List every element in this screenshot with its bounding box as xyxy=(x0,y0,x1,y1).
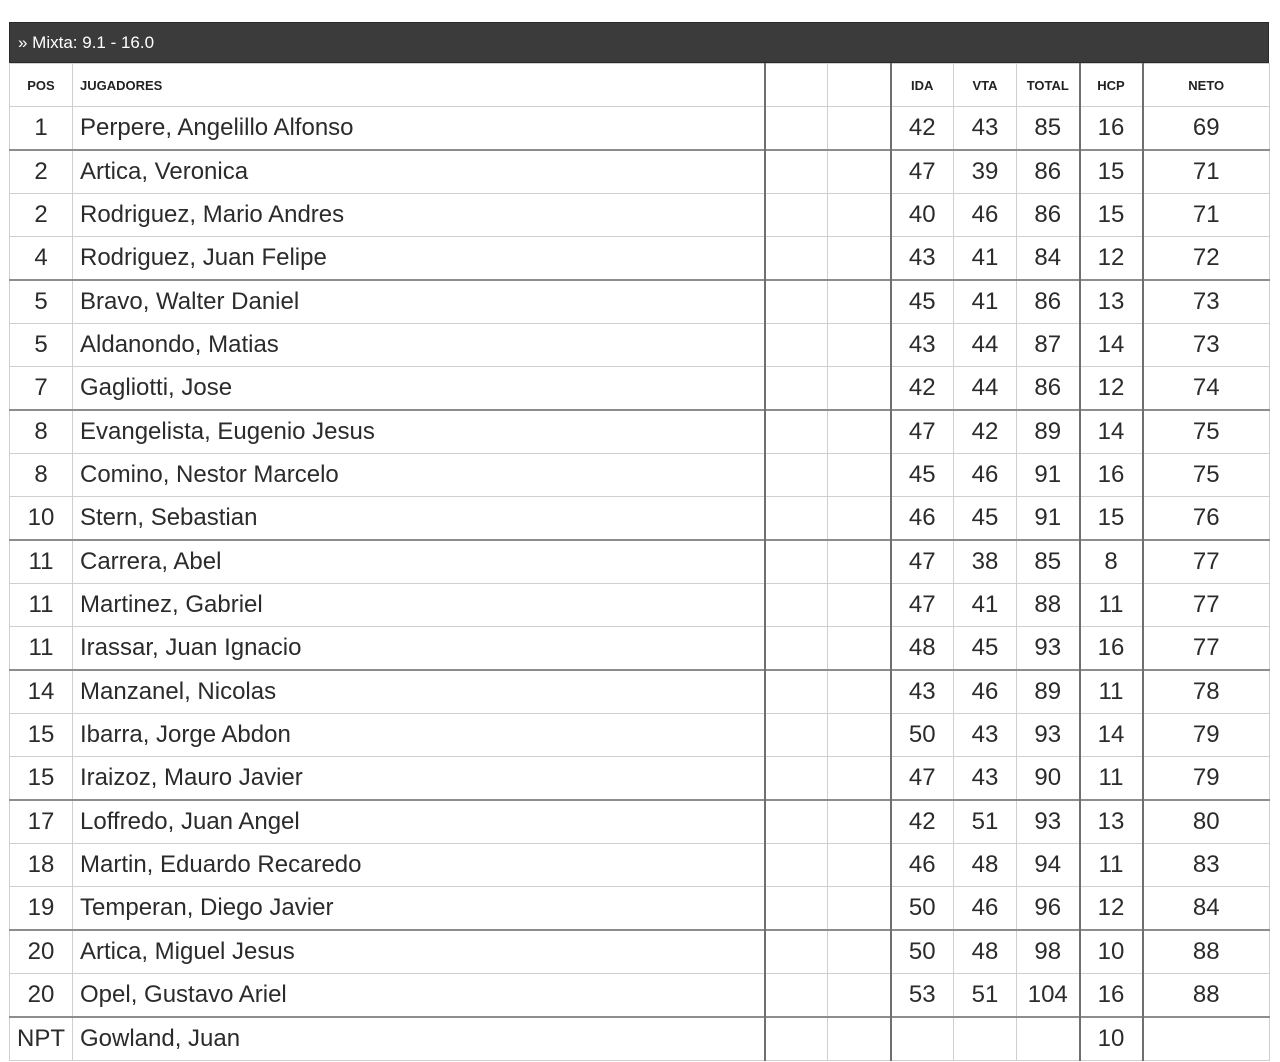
cell-ida xyxy=(891,1017,954,1061)
cell-vta: 43 xyxy=(954,714,1017,757)
cell-total: 94 xyxy=(1017,844,1080,887)
cell-player-name: Martinez, Gabriel xyxy=(73,584,765,627)
results-panel xyxy=(9,22,1269,1061)
cell-neto: 83 xyxy=(1143,844,1270,887)
cell-neto: 71 xyxy=(1143,150,1270,194)
table-row xyxy=(10,714,1270,757)
cell-blank-1 xyxy=(765,584,828,627)
table-row xyxy=(10,584,1270,627)
cell-hcp: 16 xyxy=(1080,454,1143,497)
cell-pos: 20 xyxy=(10,974,73,1018)
cell-blank-2 xyxy=(828,194,891,237)
table-row xyxy=(10,324,1270,367)
cell-hcp: 13 xyxy=(1080,800,1143,844)
cell-neto: 73 xyxy=(1143,324,1270,367)
cell-blank-1 xyxy=(765,497,828,541)
table-row xyxy=(10,280,1270,324)
cell-vta: 46 xyxy=(954,670,1017,714)
cell-vta: 45 xyxy=(954,627,1017,671)
cell-neto xyxy=(1143,1017,1270,1061)
table-row xyxy=(10,150,1270,194)
cell-blank-1 xyxy=(765,194,828,237)
cell-total: 91 xyxy=(1017,497,1080,541)
cell-total xyxy=(1017,1017,1080,1061)
cell-vta: 38 xyxy=(954,540,1017,584)
cell-pos: 8 xyxy=(10,410,73,454)
column-header-blank-1 xyxy=(765,64,828,107)
cell-blank-1 xyxy=(765,930,828,974)
results-table xyxy=(9,63,1270,1061)
cell-neto: 88 xyxy=(1143,930,1270,974)
cell-pos: 7 xyxy=(10,367,73,411)
cell-player-name: Gagliotti, Jose xyxy=(73,367,765,411)
cell-blank-2 xyxy=(828,540,891,584)
cell-neto: 74 xyxy=(1143,367,1270,411)
cell-blank-1 xyxy=(765,887,828,931)
cell-total: 90 xyxy=(1017,757,1080,801)
cell-blank-1 xyxy=(765,410,828,454)
cell-blank-2 xyxy=(828,410,891,454)
cell-blank-2 xyxy=(828,800,891,844)
cell-blank-1 xyxy=(765,974,828,1018)
cell-total: 93 xyxy=(1017,800,1080,844)
cell-pos: NPT xyxy=(10,1017,73,1061)
cell-total: 91 xyxy=(1017,454,1080,497)
cell-vta: 39 xyxy=(954,150,1017,194)
cell-total: 86 xyxy=(1017,150,1080,194)
cell-ida: 47 xyxy=(891,150,954,194)
cell-blank-2 xyxy=(828,844,891,887)
cell-ida: 42 xyxy=(891,367,954,411)
cell-blank-1 xyxy=(765,844,828,887)
cell-blank-1 xyxy=(765,540,828,584)
cell-hcp: 14 xyxy=(1080,324,1143,367)
cell-hcp: 16 xyxy=(1080,627,1143,671)
cell-pos: 11 xyxy=(10,540,73,584)
cell-player-name: Martin, Eduardo Recaredo xyxy=(73,844,765,887)
section-title: » Mixta: 9.1 - 16.0 xyxy=(9,22,1269,63)
cell-blank-1 xyxy=(765,324,828,367)
cell-ida: 45 xyxy=(891,280,954,324)
cell-player-name: Iraizoz, Mauro Javier xyxy=(73,757,765,801)
cell-total: 89 xyxy=(1017,410,1080,454)
cell-pos: 20 xyxy=(10,930,73,974)
cell-pos: 19 xyxy=(10,887,73,931)
cell-blank-2 xyxy=(828,280,891,324)
cell-pos: 5 xyxy=(10,280,73,324)
cell-hcp: 11 xyxy=(1080,757,1143,801)
column-header-blank-2 xyxy=(828,64,891,107)
cell-blank-2 xyxy=(828,107,891,151)
column-header-vta: VTA xyxy=(954,64,1017,107)
cell-blank-2 xyxy=(828,237,891,281)
cell-blank-1 xyxy=(765,150,828,194)
cell-player-name: Perpere, Angelillo Alfonso xyxy=(73,107,765,151)
cell-neto: 79 xyxy=(1143,757,1270,801)
cell-vta xyxy=(954,1017,1017,1061)
cell-vta: 44 xyxy=(954,324,1017,367)
cell-blank-2 xyxy=(828,454,891,497)
cell-ida: 47 xyxy=(891,410,954,454)
cell-pos: 18 xyxy=(10,844,73,887)
cell-ida: 43 xyxy=(891,670,954,714)
cell-hcp: 16 xyxy=(1080,107,1143,151)
cell-vta: 45 xyxy=(954,497,1017,541)
table-row xyxy=(10,887,1270,931)
cell-pos: 14 xyxy=(10,670,73,714)
cell-player-name: Gowland, Juan xyxy=(73,1017,765,1061)
cell-vta: 43 xyxy=(954,757,1017,801)
cell-total: 86 xyxy=(1017,194,1080,237)
cell-ida: 42 xyxy=(891,800,954,844)
table-row xyxy=(10,367,1270,411)
cell-hcp: 11 xyxy=(1080,844,1143,887)
cell-ida: 43 xyxy=(891,324,954,367)
cell-vta: 44 xyxy=(954,367,1017,411)
cell-ida: 50 xyxy=(891,714,954,757)
table-row xyxy=(10,670,1270,714)
cell-pos: 1 xyxy=(10,107,73,151)
cell-hcp: 15 xyxy=(1080,497,1143,541)
table-row xyxy=(10,757,1270,801)
cell-blank-2 xyxy=(828,627,891,671)
cell-vta: 41 xyxy=(954,280,1017,324)
cell-vta: 51 xyxy=(954,800,1017,844)
cell-blank-1 xyxy=(765,280,828,324)
cell-ida: 47 xyxy=(891,584,954,627)
cell-blank-2 xyxy=(828,670,891,714)
cell-pos: 4 xyxy=(10,237,73,281)
cell-player-name: Rodriguez, Juan Felipe xyxy=(73,237,765,281)
cell-ida: 53 xyxy=(891,974,954,1018)
cell-blank-2 xyxy=(828,584,891,627)
table-row xyxy=(10,107,1270,151)
cell-total: 86 xyxy=(1017,367,1080,411)
cell-ida: 47 xyxy=(891,540,954,584)
cell-ida: 46 xyxy=(891,844,954,887)
cell-hcp: 12 xyxy=(1080,367,1143,411)
cell-hcp: 12 xyxy=(1080,237,1143,281)
cell-neto: 78 xyxy=(1143,670,1270,714)
cell-total: 93 xyxy=(1017,714,1080,757)
cell-player-name: Ibarra, Jorge Abdon xyxy=(73,714,765,757)
cell-neto: 72 xyxy=(1143,237,1270,281)
cell-pos: 10 xyxy=(10,497,73,541)
cell-blank-1 xyxy=(765,800,828,844)
column-header-pos: POS xyxy=(10,64,73,107)
cell-hcp: 11 xyxy=(1080,670,1143,714)
cell-total: 98 xyxy=(1017,930,1080,974)
cell-player-name: Carrera, Abel xyxy=(73,540,765,584)
cell-vta: 43 xyxy=(954,107,1017,151)
cell-total: 89 xyxy=(1017,670,1080,714)
cell-total: 93 xyxy=(1017,627,1080,671)
cell-blank-1 xyxy=(765,714,828,757)
cell-blank-2 xyxy=(828,974,891,1018)
cell-total: 104 xyxy=(1017,974,1080,1018)
cell-neto: 84 xyxy=(1143,887,1270,931)
cell-player-name: Aldanondo, Matias xyxy=(73,324,765,367)
cell-ida: 46 xyxy=(891,497,954,541)
cell-neto: 80 xyxy=(1143,800,1270,844)
table-row xyxy=(10,800,1270,844)
cell-player-name: Manzanel, Nicolas xyxy=(73,670,765,714)
cell-total: 85 xyxy=(1017,107,1080,151)
cell-vta: 51 xyxy=(954,974,1017,1018)
cell-neto: 79 xyxy=(1143,714,1270,757)
cell-neto: 71 xyxy=(1143,194,1270,237)
cell-vta: 42 xyxy=(954,410,1017,454)
cell-hcp: 14 xyxy=(1080,410,1143,454)
cell-vta: 41 xyxy=(954,237,1017,281)
cell-vta: 48 xyxy=(954,930,1017,974)
cell-blank-1 xyxy=(765,627,828,671)
cell-neto: 75 xyxy=(1143,454,1270,497)
results-body xyxy=(10,107,1270,1061)
column-header-neto: NETO xyxy=(1143,64,1270,107)
cell-player-name: Opel, Gustavo Ariel xyxy=(73,974,765,1018)
cell-total: 84 xyxy=(1017,237,1080,281)
cell-pos: 2 xyxy=(10,194,73,237)
cell-ida: 50 xyxy=(891,930,954,974)
cell-blank-1 xyxy=(765,107,828,151)
cell-pos: 2 xyxy=(10,150,73,194)
cell-neto: 77 xyxy=(1143,540,1270,584)
cell-blank-2 xyxy=(828,497,891,541)
cell-blank-1 xyxy=(765,237,828,281)
cell-ida: 48 xyxy=(891,627,954,671)
table-row xyxy=(10,930,1270,974)
cell-hcp: 15 xyxy=(1080,194,1143,237)
column-header-ida: IDA xyxy=(891,64,954,107)
cell-ida: 42 xyxy=(891,107,954,151)
cell-player-name: Rodriguez, Mario Andres xyxy=(73,194,765,237)
cell-hcp: 10 xyxy=(1080,1017,1143,1061)
cell-vta: 46 xyxy=(954,454,1017,497)
table-row xyxy=(10,844,1270,887)
cell-pos: 11 xyxy=(10,584,73,627)
cell-hcp: 16 xyxy=(1080,974,1143,1018)
cell-player-name: Loffredo, Juan Angel xyxy=(73,800,765,844)
table-row xyxy=(10,410,1270,454)
cell-blank-1 xyxy=(765,757,828,801)
column-header-players: JUGADORES xyxy=(73,64,765,107)
table-row xyxy=(10,497,1270,541)
cell-ida: 43 xyxy=(891,237,954,281)
cell-vta: 41 xyxy=(954,584,1017,627)
cell-neto: 77 xyxy=(1143,584,1270,627)
cell-pos: 15 xyxy=(10,757,73,801)
cell-blank-1 xyxy=(765,670,828,714)
cell-ida: 47 xyxy=(891,757,954,801)
cell-hcp: 11 xyxy=(1080,584,1143,627)
cell-neto: 76 xyxy=(1143,497,1270,541)
cell-pos: 5 xyxy=(10,324,73,367)
table-header-row xyxy=(10,64,1270,107)
cell-total: 86 xyxy=(1017,280,1080,324)
cell-total: 96 xyxy=(1017,887,1080,931)
cell-player-name: Bravo, Walter Daniel xyxy=(73,280,765,324)
cell-hcp: 15 xyxy=(1080,150,1143,194)
cell-hcp: 13 xyxy=(1080,280,1143,324)
cell-pos: 17 xyxy=(10,800,73,844)
cell-ida: 45 xyxy=(891,454,954,497)
column-header-hcp: HCP xyxy=(1080,64,1143,107)
cell-blank-2 xyxy=(828,150,891,194)
cell-total: 88 xyxy=(1017,584,1080,627)
cell-neto: 77 xyxy=(1143,627,1270,671)
cell-hcp: 12 xyxy=(1080,887,1143,931)
cell-blank-2 xyxy=(828,1017,891,1061)
column-header-total: TOTAL xyxy=(1017,64,1080,107)
cell-hcp: 14 xyxy=(1080,714,1143,757)
cell-player-name: Artica, Miguel Jesus xyxy=(73,930,765,974)
table-row xyxy=(10,454,1270,497)
cell-blank-2 xyxy=(828,757,891,801)
cell-neto: 75 xyxy=(1143,410,1270,454)
cell-player-name: Temperan, Diego Javier xyxy=(73,887,765,931)
table-row xyxy=(10,627,1270,671)
cell-blank-1 xyxy=(765,367,828,411)
cell-player-name: Artica, Veronica xyxy=(73,150,765,194)
cell-blank-2 xyxy=(828,930,891,974)
cell-total: 85 xyxy=(1017,540,1080,584)
table-row xyxy=(10,974,1270,1018)
cell-neto: 69 xyxy=(1143,107,1270,151)
cell-blank-1 xyxy=(765,454,828,497)
cell-pos: 15 xyxy=(10,714,73,757)
cell-player-name: Irassar, Juan Ignacio xyxy=(73,627,765,671)
cell-hcp: 10 xyxy=(1080,930,1143,974)
table-row xyxy=(10,1017,1270,1061)
cell-vta: 48 xyxy=(954,844,1017,887)
cell-hcp: 8 xyxy=(1080,540,1143,584)
table-row xyxy=(10,540,1270,584)
cell-neto: 73 xyxy=(1143,280,1270,324)
cell-blank-2 xyxy=(828,367,891,411)
table-row xyxy=(10,237,1270,281)
cell-vta: 46 xyxy=(954,194,1017,237)
cell-vta: 46 xyxy=(954,887,1017,931)
cell-pos: 11 xyxy=(10,627,73,671)
cell-pos: 8 xyxy=(10,454,73,497)
cell-blank-1 xyxy=(765,1017,828,1061)
cell-neto: 88 xyxy=(1143,974,1270,1018)
cell-blank-2 xyxy=(828,324,891,367)
cell-player-name: Stern, Sebastian xyxy=(73,497,765,541)
cell-player-name: Evangelista, Eugenio Jesus xyxy=(73,410,765,454)
cell-blank-2 xyxy=(828,887,891,931)
table-row xyxy=(10,194,1270,237)
cell-ida: 50 xyxy=(891,887,954,931)
cell-player-name: Comino, Nestor Marcelo xyxy=(73,454,765,497)
cell-blank-2 xyxy=(828,714,891,757)
cell-total: 87 xyxy=(1017,324,1080,367)
cell-ida: 40 xyxy=(891,194,954,237)
